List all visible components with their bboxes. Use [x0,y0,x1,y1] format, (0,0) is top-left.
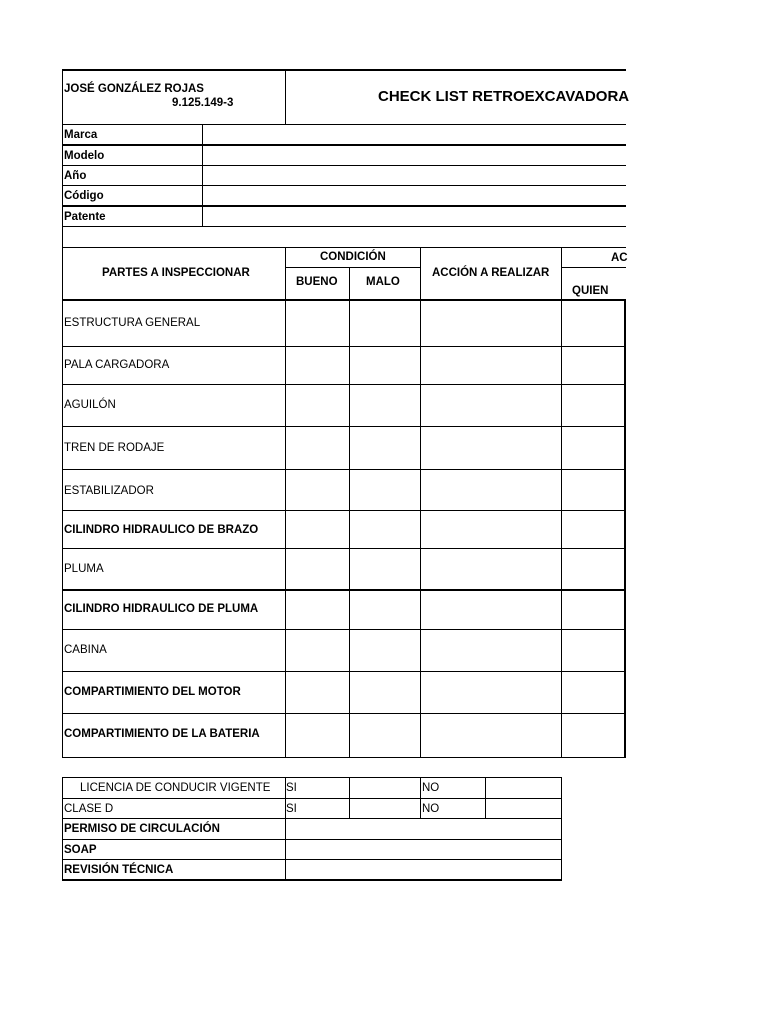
class-yes-label: SI [286,803,297,815]
condition-header: CONDICIÓN [320,251,386,263]
action-header: ACCIÓN A REALIZAR [432,267,550,279]
row-label-pluma: PLUMA [64,563,104,575]
technical-label: REVISIÓN TÉCNICA [64,864,174,876]
row-label-estructura-general: ESTRUCTURA GENERAL [64,317,201,329]
field-label-patente: Patente [64,211,106,223]
row-label-tren-de-rodaje: TREN DE RODAJE [64,442,165,454]
permit-label: PERMISO DE CIRCULACIÓN [64,823,220,835]
row-label-estabilizador: ESTABILIZADOR [64,485,154,497]
row-label-cilindro-pluma: CILINDRO HIDRAULICO DE PLUMA [64,603,259,615]
cut-header: AC [611,252,628,264]
row-label-pala-cargadora: PALA CARGADORA [64,359,170,371]
owner-name: JOSÉ GONZÁLEZ ROJAS [64,83,204,95]
license-label: LICENCIA DE CONDUCIR VIGENTE [80,782,271,794]
row-label-cilindro-brazo: CILINDRO HIDRAULICO DE BRAZO [64,524,259,536]
field-label-codigo: Código [64,190,104,202]
field-label-marca: Marca [64,129,98,141]
field-label-modelo: Modelo [64,150,105,162]
owner-rut: 9.125.149-3 [172,97,234,109]
soap-label: SOAP [64,844,97,856]
field-label-ano: Año [64,170,87,182]
good-header: BUENO [296,276,338,288]
bad-header: MALO [366,276,400,288]
row-label-compartimiento-motor: COMPARTIMIENTO DEL MOTOR [64,686,241,698]
row-label-compartimiento-bateria: COMPARTIMIENTO DE LA BATERIA [64,728,260,740]
license-yes-label: SI [286,782,297,794]
license-no-label: NO [422,782,440,794]
who-header: QUIEN [572,285,609,297]
parts-header: PARTES A INSPECCIONAR [102,267,250,279]
class-label: CLASE D [64,803,114,815]
row-label-aguilon: AGUILÓN [64,399,116,411]
page-title: CHECK LIST RETROEXCAVADORA [378,88,630,105]
row-label-cabina: CABINA [64,644,107,656]
class-no-label: NO [422,803,440,815]
